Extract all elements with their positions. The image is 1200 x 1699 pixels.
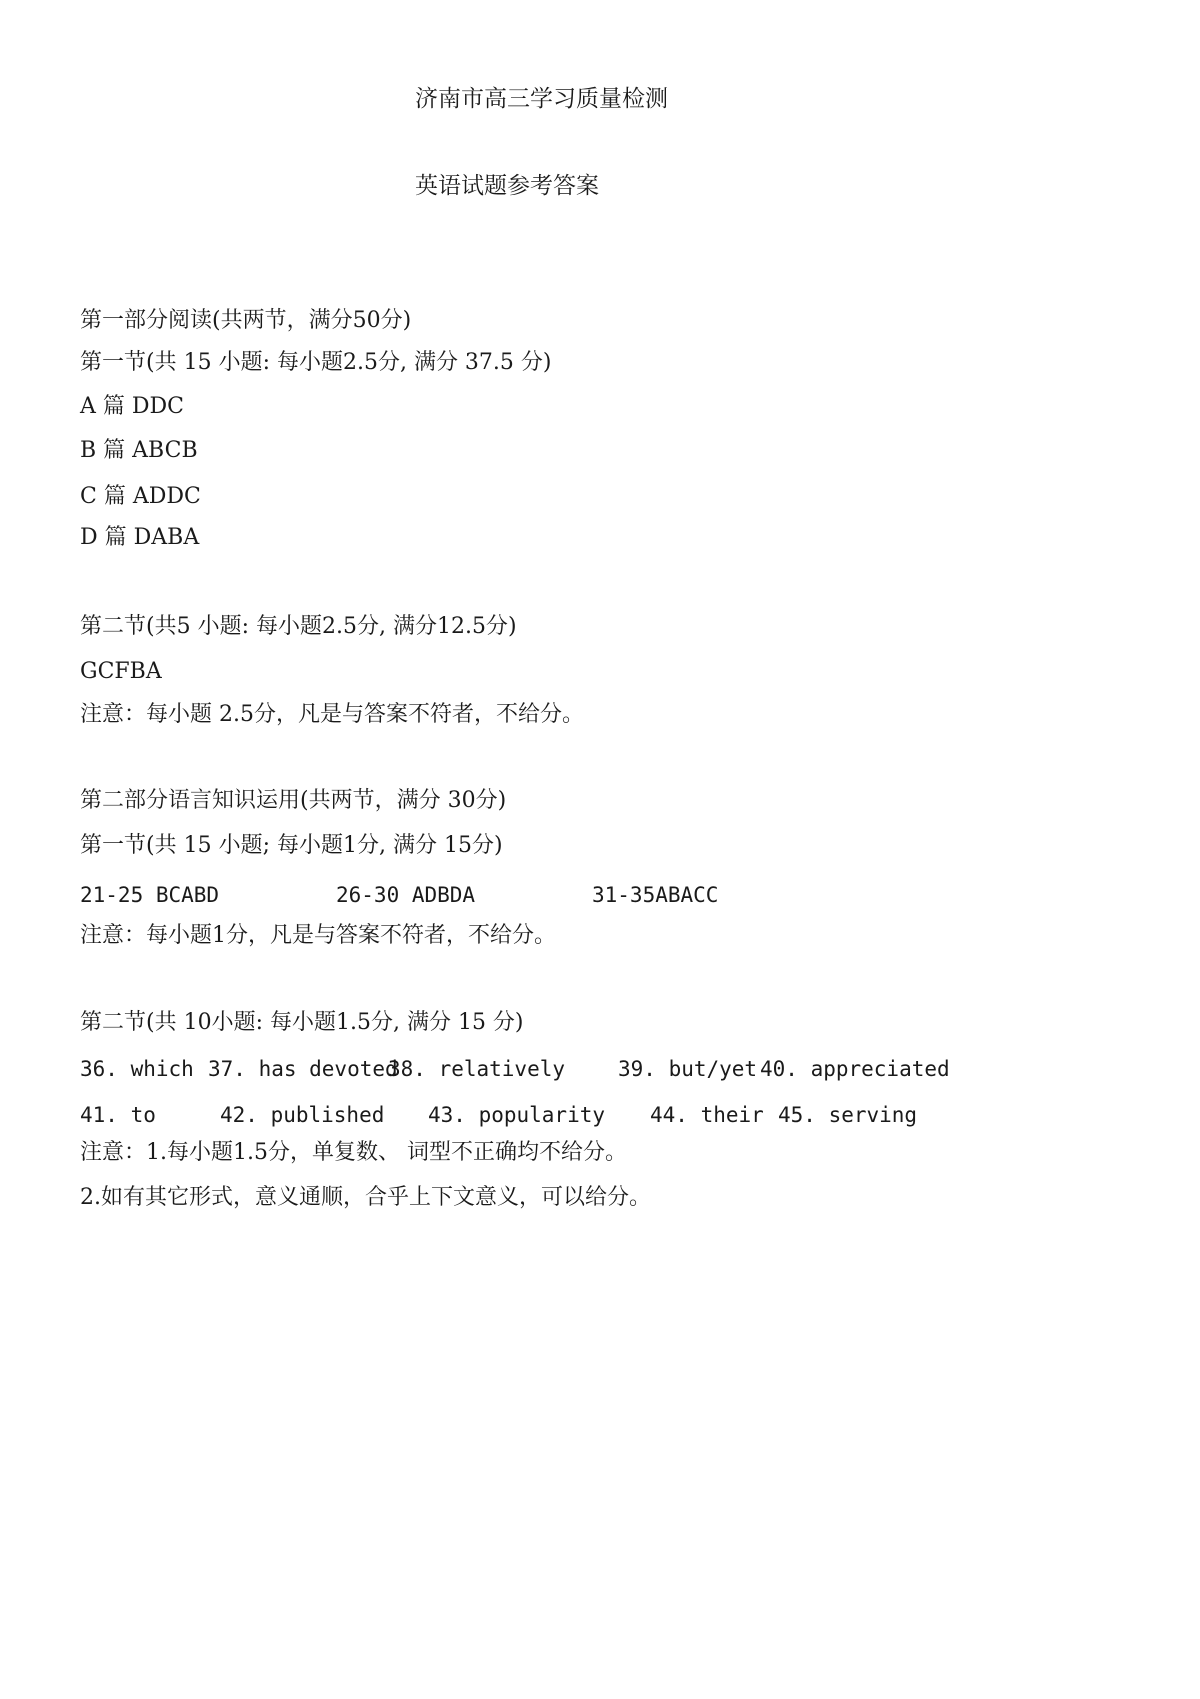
part2-section2-note1: 注意：1.每小题1.5分，单复数、 词型不正确均不给分。 — [80, 1140, 627, 1165]
answer-39: 39. but/yet — [618, 1057, 758, 1081]
answer-42: 42. published — [220, 1103, 385, 1127]
part2-heading: 第二部分语言知识运用(共两节，满分 30分) — [80, 788, 507, 813]
part2-section1-heading: 第一节(共 15 小题; 每小题1分, 满分 15分) — [80, 833, 503, 858]
answer-passage-d: D 篇 DABA — [80, 525, 200, 550]
part2-section2-note2: 2.如有其它形式，意义通顺，合乎上下文意义，可以给分。 — [80, 1185, 651, 1210]
document-subtitle: 英语试题参考答案 — [415, 173, 599, 199]
answer-group-31-35: 31-35ABACC — [592, 883, 719, 907]
answer-43: 43. popularity — [428, 1103, 606, 1127]
part1-section2-answers: GCFBA — [80, 659, 162, 684]
answer-44: 44. their — [650, 1103, 764, 1127]
part2-section1-note: 注意：每小题1分，凡是与答案不符者，不给分。 — [80, 923, 556, 948]
answer-passage-b: B 篇 ABCB — [80, 438, 198, 463]
answer-passage-a: A 篇 DDC — [80, 394, 184, 419]
part1-section1-heading: 第一节(共 15 小题: 每小题2.5分, 满分 37.5 分) — [80, 350, 552, 375]
part1-section2-heading: 第二节(共5 小题: 每小题2.5分, 满分12.5分) — [80, 614, 517, 639]
answer-group-26-30: 26-30 ADBDA — [336, 883, 476, 907]
document-title: 济南市高三学习质量检测 — [415, 86, 668, 112]
part1-heading: 第一部分阅读(共两节，满分50分) — [80, 308, 412, 333]
answer-41: 41. to — [80, 1103, 156, 1127]
answer-36: 36. which — [80, 1057, 194, 1081]
answer-group-21-25: 21-25 BCABD — [80, 883, 220, 907]
part1-section2-note: 注意：每小题 2.5分，凡是与答案不符者，不给分。 — [80, 702, 584, 727]
answer-passage-c: C 篇 ADDC — [80, 484, 201, 509]
answer-38: 38. relatively — [388, 1057, 566, 1081]
answer-37: 37. has devoted — [208, 1057, 398, 1081]
part2-section2-heading: 第二节(共 10小题: 每小题1.5分, 满分 15 分) — [80, 1010, 524, 1035]
answer-40: 40. appreciated — [760, 1057, 950, 1081]
answer-45: 45. serving — [778, 1103, 918, 1127]
